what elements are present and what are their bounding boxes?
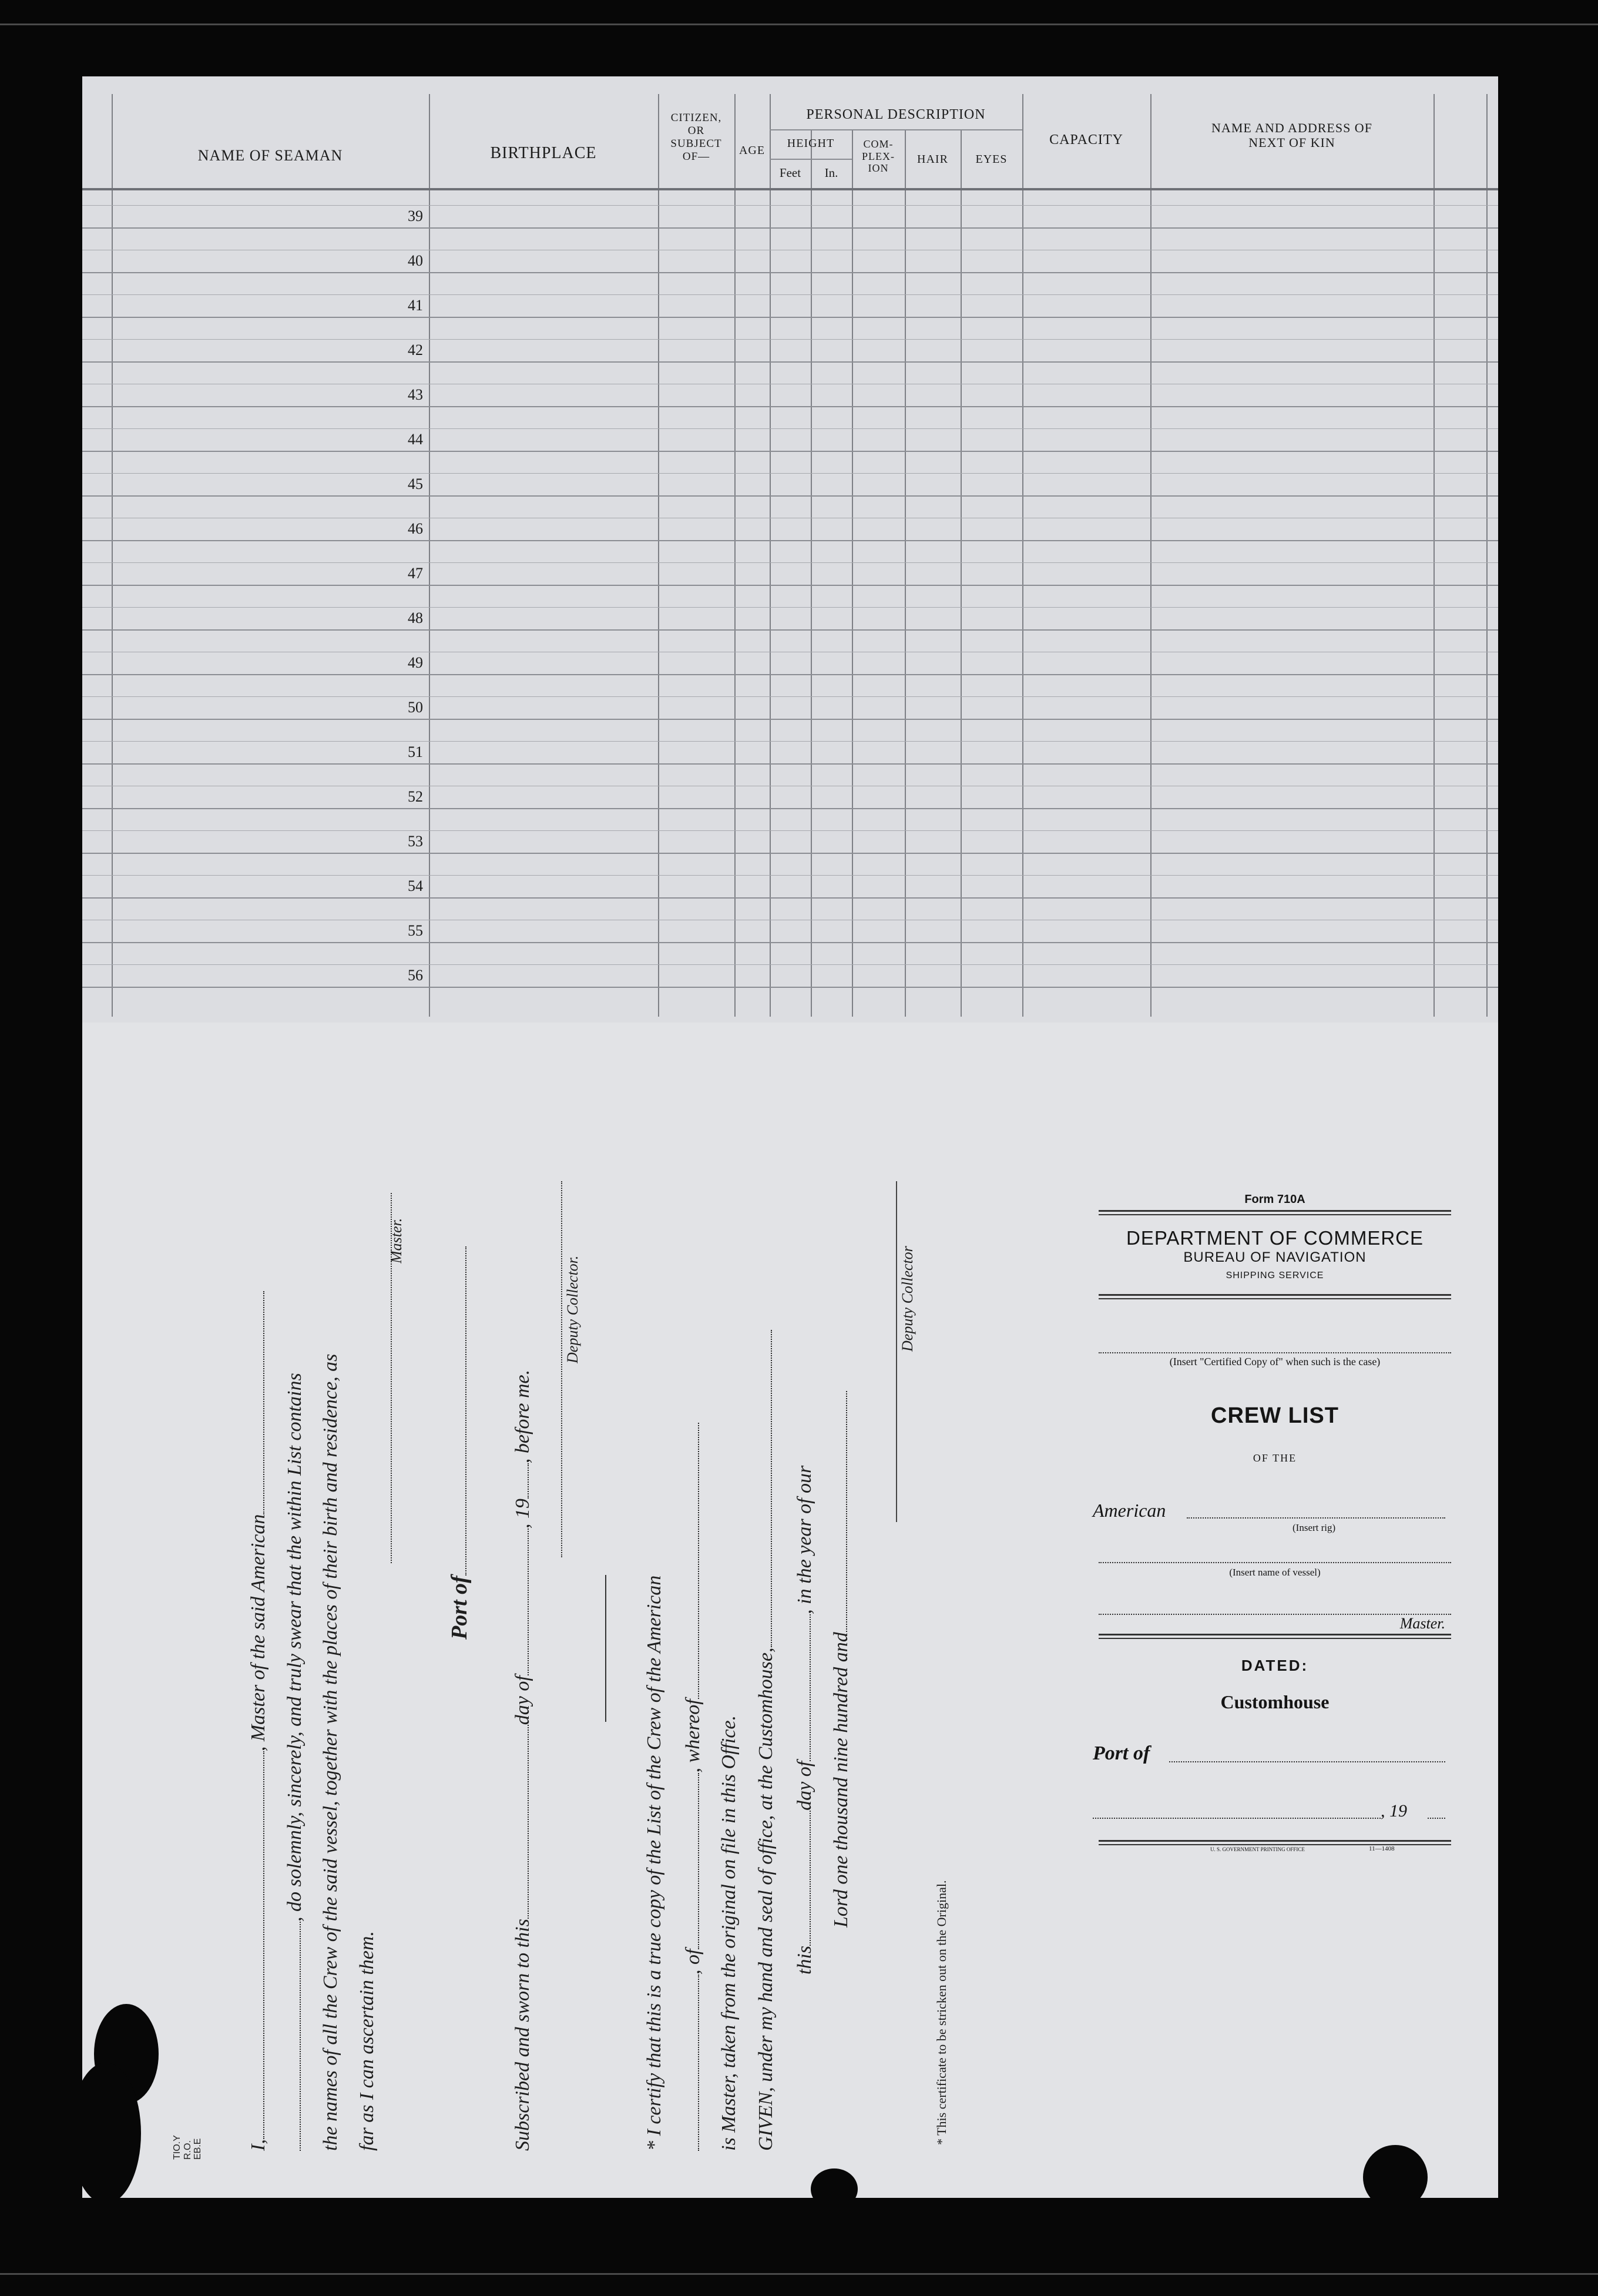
table-row <box>82 897 1498 899</box>
cover-year-blank <box>1428 1818 1445 1819</box>
header-complexion-line: COM- <box>863 138 894 150</box>
edge-stamp <box>172 2136 237 2160</box>
row-number: 56 <box>408 967 423 984</box>
col-line <box>961 129 962 1017</box>
certify-text: * I certify that this is a true copy of the List of the Crew of the American <box>643 1575 665 2151</box>
col-line <box>734 94 736 1017</box>
row-number: 45 <box>408 475 423 492</box>
header-complexion-line: PLEX- <box>862 150 895 162</box>
table-row <box>82 406 1498 407</box>
header-bottom-rule <box>82 188 1498 190</box>
row-subline <box>82 607 1498 608</box>
row-number: 49 <box>408 654 423 671</box>
bureau-title: BUREAU OF NAVIGATION <box>1183 1249 1367 1265</box>
col-line <box>770 94 771 1017</box>
col-line <box>112 94 113 1017</box>
oath-this-day <box>793 1466 816 1975</box>
table-row <box>82 540 1498 541</box>
oath-ascertain: far as I can ascertain them. <box>356 1931 378 2151</box>
crew-table <box>82 94 1498 1023</box>
day-of-text: day of <box>512 1675 533 1725</box>
customhouse-label: Customhouse <box>1220 1691 1330 1712</box>
cover-port-of-label: Port of <box>1093 1742 1150 1764</box>
in-the-year-text: , in the year of our <box>794 1465 815 1614</box>
oath-swear: , do solemnly, sincerely, and truly swear that the within List contains <box>284 1373 306 1922</box>
vessel-name-blank-cover <box>1099 1562 1451 1563</box>
insert-certified-note: (Insert "Certified Copy of" when such is the case) <box>1169 1356 1381 1367</box>
header-citizen-line: OF— <box>682 150 710 163</box>
day-blank-2 <box>793 1811 811 1946</box>
before-me-text: , before me. <box>512 1369 533 1464</box>
header-citizen-line: CITIZEN, <box>670 112 722 124</box>
header-complexion <box>852 138 905 175</box>
insert-rig-note: (Insert rig) <box>1292 1522 1336 1533</box>
footnote: * This certificate to be stricken out on the Original. <box>934 1880 949 2145</box>
edge-stamp-line: TIO.Y <box>172 2135 182 2160</box>
vessel-blank-2 <box>682 1975 699 2151</box>
customhouse-blank <box>754 1330 772 1647</box>
scan-border-bottom <box>0 2273 1598 2275</box>
row-number: 46 <box>408 520 423 537</box>
table-row <box>82 808 1498 809</box>
col-line <box>1022 94 1023 1017</box>
header-subline <box>770 129 1022 130</box>
header-feet: Feet <box>779 166 801 180</box>
table-row <box>82 674 1498 675</box>
col-line <box>1150 94 1152 1017</box>
printing-office: U. S. GOVERNMENT PRINTING OFFICE <box>1210 1846 1305 1852</box>
header-next-of-kin-line: NAME AND ADDRESS OF <box>1211 120 1372 135</box>
department-title: DEPARTMENT OF COMMERCE <box>1126 1227 1424 1249</box>
insert-vessel-note: (Insert name of vessel) <box>1229 1567 1321 1578</box>
header-birthplace: BIRTHPLACE <box>490 144 597 162</box>
header-citizen-line: SUBJECT <box>670 137 722 150</box>
service-title: SHIPPING SERVICE <box>1226 1271 1324 1281</box>
header-subline <box>770 159 852 160</box>
col-line <box>429 94 430 1017</box>
row-subline <box>82 741 1498 742</box>
col-line <box>852 129 853 1017</box>
subscribed-text: Subscribed and sworn to this <box>512 1919 533 2151</box>
oath-is-master <box>718 1715 740 2151</box>
header-hair: HAIR <box>917 153 948 166</box>
header-next-of-kin-line: NEXT OF KIN <box>1248 135 1335 150</box>
edge-stamp-line: EB.E <box>193 2138 203 2160</box>
cover-year-line <box>1093 1801 1457 1831</box>
port-blank <box>449 1246 466 1576</box>
table-row <box>82 585 1498 586</box>
is-master-text: is Master, taken from the original on file in this Office. <box>718 1715 740 2151</box>
form-cover-panel <box>1093 1193 1457 1857</box>
col-line <box>1434 94 1435 1017</box>
row-subline <box>82 205 1498 206</box>
oath-given <box>754 1330 777 2151</box>
row-number: 53 <box>408 833 423 850</box>
table-row <box>82 987 1498 988</box>
whereof-text: , whereof <box>682 1699 704 1773</box>
oath-lord <box>830 1391 852 1928</box>
master-name-blank <box>247 1751 264 2139</box>
row-subline <box>82 964 1498 965</box>
port-blank-2 <box>682 1773 699 1949</box>
vessel-name-blank <box>283 1922 301 2151</box>
certified-copy-blank <box>1099 1352 1451 1353</box>
row-number: 54 <box>408 877 423 894</box>
lord-text: Lord one thousand nine hundred and <box>830 1632 852 1928</box>
row-subline <box>82 339 1498 340</box>
header-citizen-line: OR <box>687 124 705 137</box>
year-19-text: , 19 <box>512 1499 533 1529</box>
given-text: GIVEN, under my hand and seal of office, at the Customhouse, <box>755 1647 777 2151</box>
deputy-signature-line <box>561 1181 563 1557</box>
master-blank-2 <box>682 1423 699 1699</box>
oath-master-of: , Master of the said American <box>247 1514 269 1752</box>
oath-line-2 <box>283 1373 306 2151</box>
cover-double-rule <box>1099 1294 1451 1299</box>
edge-stamp-line: R.O. <box>182 2140 193 2160</box>
table-row <box>82 451 1498 452</box>
oath-of-whereof <box>682 1423 704 2151</box>
printing-line <box>1093 1845 1457 1857</box>
vessel-blank <box>247 1291 264 1514</box>
year-blank <box>511 1463 529 1499</box>
cover-double-rule <box>1099 1840 1451 1845</box>
col-line <box>658 94 659 1017</box>
row-number: 41 <box>408 297 423 314</box>
table-row <box>82 495 1498 497</box>
print-code: 11—1408 <box>1369 1845 1395 1852</box>
master-label-cover: Master. <box>1399 1615 1445 1632</box>
port-of-label: Port of <box>447 1576 472 1640</box>
oath-i: I, <box>247 2139 269 2151</box>
cover-year-label: , 19 <box>1381 1801 1407 1821</box>
oath-subscribed <box>511 1370 534 2151</box>
page-damage <box>811 2168 858 2198</box>
col-line <box>1486 94 1488 1017</box>
master-label: Master. <box>388 1218 405 1263</box>
cover-double-rule <box>1099 1210 1451 1215</box>
row-number: 52 <box>408 788 423 805</box>
header-next-of-kin <box>1150 120 1434 150</box>
separator-rule <box>605 1575 607 1722</box>
dated-label: DATED: <box>1241 1657 1309 1674</box>
oath-certify <box>643 1576 666 2151</box>
table-row <box>82 719 1498 720</box>
table-row <box>82 317 1498 318</box>
row-number: 55 <box>408 922 423 939</box>
table-row <box>82 853 1498 854</box>
scan-border-top <box>0 24 1598 25</box>
master-oath-section <box>212 1169 1116 2168</box>
form-number: Form 710A <box>1244 1193 1305 1206</box>
header-inches: In. <box>824 166 838 180</box>
american-label: American <box>1093 1500 1166 1521</box>
oath-line-3 <box>320 1354 342 2151</box>
oath-port-of <box>446 1246 472 1640</box>
row-number: 47 <box>408 565 423 582</box>
row-subline <box>82 428 1498 429</box>
oath-names: the names of all the Crew of the said vessel, together with the places of their birth and residence, as <box>320 1353 341 2151</box>
row-subline <box>82 562 1498 563</box>
month-blank-2 <box>793 1614 811 1761</box>
table-row <box>82 361 1498 363</box>
row-number: 43 <box>408 386 423 403</box>
header-height: HEIGHT <box>787 137 835 150</box>
year-blank-2 <box>830 1391 847 1632</box>
month-blank <box>511 1529 529 1675</box>
american-rig-line <box>1093 1500 1457 1535</box>
row-number: 48 <box>408 609 423 626</box>
header-personal-description: PERSONAL DESCRIPTION <box>806 107 986 122</box>
table-row <box>82 227 1498 229</box>
of-text: , of <box>682 1949 704 1975</box>
row-subline <box>82 830 1498 831</box>
table-row <box>82 272 1498 273</box>
col-line <box>811 129 812 1017</box>
deputy-collector-label-2: Deputy Collector <box>899 1246 916 1352</box>
header-name-of-seaman: NAME OF SEAMAN <box>197 147 343 164</box>
row-subline <box>82 696 1498 697</box>
header-capacity: CAPACITY <box>1049 132 1123 148</box>
table-row <box>82 763 1498 765</box>
table-row <box>82 942 1498 943</box>
crew-list-sheet <box>82 76 1498 2198</box>
crew-list-title: CREW LIST <box>1211 1403 1339 1428</box>
of-the-text: OF THE <box>1253 1452 1297 1464</box>
row-number: 39 <box>408 207 423 224</box>
row-subline <box>82 875 1498 876</box>
deputy-signature-line-2 <box>896 1181 898 1522</box>
oath-line-4 <box>356 1931 378 2151</box>
row-number: 44 <box>408 431 423 448</box>
row-number: 42 <box>408 341 423 358</box>
header-citizen <box>658 112 734 163</box>
col-line <box>905 129 906 1017</box>
day-of-text-2: day of <box>794 1761 815 1811</box>
rig-blank <box>1187 1517 1445 1519</box>
row-number: 51 <box>408 743 423 760</box>
header-complexion-line: ION <box>868 162 889 175</box>
day-blank <box>511 1725 529 1919</box>
cover-date-blank <box>1093 1818 1381 1819</box>
cover-port-line <box>1093 1742 1457 1778</box>
oath-line-1 <box>247 1291 270 2151</box>
table-row <box>82 629 1498 631</box>
cover-double-rule <box>1099 1634 1451 1639</box>
cover-port-blank <box>1169 1761 1445 1762</box>
row-number: 40 <box>408 252 423 269</box>
oath-rotated-text <box>212 1169 1010 2151</box>
this-text: this <box>794 1945 815 1975</box>
page-damage <box>1363 2145 1428 2198</box>
row-subline <box>82 473 1498 474</box>
header-age: AGE <box>738 144 766 157</box>
deputy-collector-label: Deputy Collector. <box>564 1255 581 1363</box>
header-eyes: EYES <box>975 153 1008 166</box>
row-number: 50 <box>408 699 423 716</box>
row-subline <box>82 294 1498 295</box>
